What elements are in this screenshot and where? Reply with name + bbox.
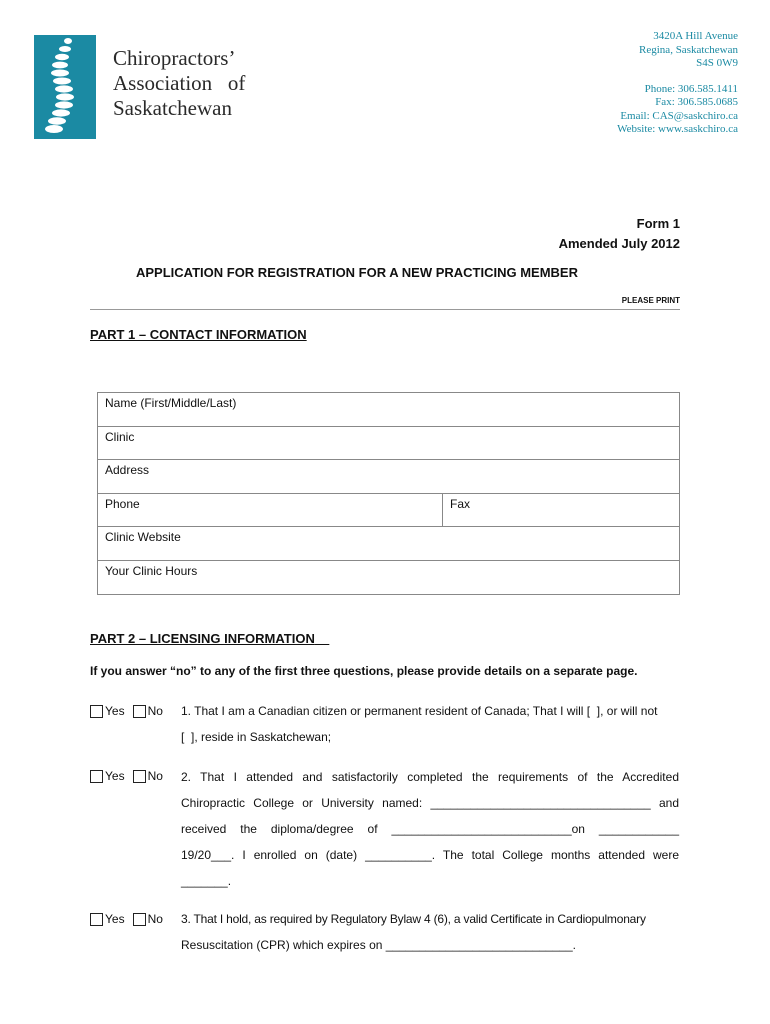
clinic-row[interactable] (98, 427, 679, 461)
name-row[interactable] (98, 393, 679, 427)
form-identifier (559, 214, 680, 254)
question-2 (181, 764, 679, 894)
q3-yes-checkbox[interactable] (90, 913, 103, 926)
form-amended-date: Amended July 2012 (558, 236, 680, 251)
q2-yes-checkbox[interactable] (90, 770, 103, 783)
contact-block (617, 30, 738, 137)
logo-spine-graphic (34, 35, 96, 139)
organization-name (113, 46, 245, 121)
question-1 (181, 698, 679, 750)
q2-no-checkbox[interactable] (133, 770, 146, 783)
postal-code: S4S 0W9 (696, 57, 738, 69)
q3-no-checkbox[interactable] (133, 913, 146, 926)
q1-no-label: No (147, 704, 163, 718)
address-line-2: Regina, Saskatchewan (639, 43, 738, 56)
form-number: Form 1 (636, 216, 680, 231)
question-3 (181, 906, 679, 958)
hours-row[interactable] (98, 561, 679, 595)
fax-number: Fax: 306.585.0685 (655, 96, 738, 108)
q2-yes-no (90, 769, 163, 783)
form-title: APPLICATION FOR REGISTRATION FOR A NEW PRACTICING MEMBER (136, 265, 578, 280)
address-field-label: Address (105, 463, 150, 477)
q2-line-2: Chiropractic College or University named: _________________________________ and (181, 796, 679, 810)
q3-yes-label: Yes (105, 912, 125, 926)
q2-line-1: 2. That I attended and satisfactorily completed the requirements of the Accredited (181, 770, 679, 784)
email-address: Email: CAS@saskchiro.ca (620, 109, 738, 122)
org-name-line-2: Association of (113, 71, 246, 95)
fax-field[interactable] (443, 494, 679, 527)
q1-yes-label: Yes (105, 704, 125, 718)
clinic-field-label: Clinic (105, 429, 135, 444)
q3-yes-no (90, 912, 163, 926)
fax-field-label: Fax (450, 496, 471, 511)
q1-line-1: 1. That I am a Canadian citizen or permanent resident of Canada; That I will [ ], or will not (181, 704, 658, 718)
phone-fax-row (98, 494, 679, 528)
q1-no-checkbox[interactable] (133, 705, 146, 718)
phone-number: Phone: 306.585.1411 (644, 82, 738, 95)
q2-line-5: _______. (181, 874, 232, 888)
website-row[interactable] (98, 527, 679, 561)
part2-heading-text: PART 2 – LICENSING INFORMATION (90, 631, 315, 646)
q3-no-label: No (147, 912, 163, 926)
q1-yes-checkbox[interactable] (90, 705, 103, 718)
phone-field[interactable] (98, 494, 443, 527)
address-line-1: 3420A Hill Avenue (653, 30, 738, 42)
q3-line-1: 3. That I hold, as required by Regulatory Bylaw 4 (6), a valid Certificate in Cardiopulmonary (181, 912, 646, 926)
part2-instruction: If you answer “no” to any of the first three questions, please provide details on a separate page. (90, 664, 638, 678)
q2-line-3: received the diploma/degree of ___________________________on ____________ (181, 822, 679, 836)
address-row[interactable] (98, 460, 679, 494)
org-name-line-3: Saskatchewan (113, 96, 232, 120)
website-field-label: Clinic Website (105, 530, 181, 544)
q2-line-4: 19/20___. I enrolled on (date) __________. The total College months attended were (181, 848, 679, 862)
please-print-note: PLEASE PRINT (621, 296, 680, 305)
spine-icon (34, 35, 96, 139)
q3-line-2: Resuscitation (CPR) which expires on ____________________________. (181, 938, 576, 952)
q1-yes-no (90, 704, 163, 718)
part1-heading: PART 1 – CONTACT INFORMATION (90, 327, 307, 342)
phone-field-label: Phone (105, 496, 140, 511)
org-name-line-1: Chiropractors’ (113, 46, 236, 70)
part2-heading (90, 631, 329, 646)
divider-line (90, 309, 680, 310)
q2-no-label: No (147, 769, 163, 783)
contact-info-table (97, 392, 680, 595)
q1-line-2: [ ], reside in Saskatchewan; (181, 730, 332, 744)
q2-yes-label: Yes (105, 769, 125, 783)
name-field-label: Name (First/Middle/Last) (105, 396, 237, 410)
hours-field-label: Your Clinic Hours (105, 563, 198, 578)
website-address: Website: www.saskchiro.ca (617, 123, 738, 135)
